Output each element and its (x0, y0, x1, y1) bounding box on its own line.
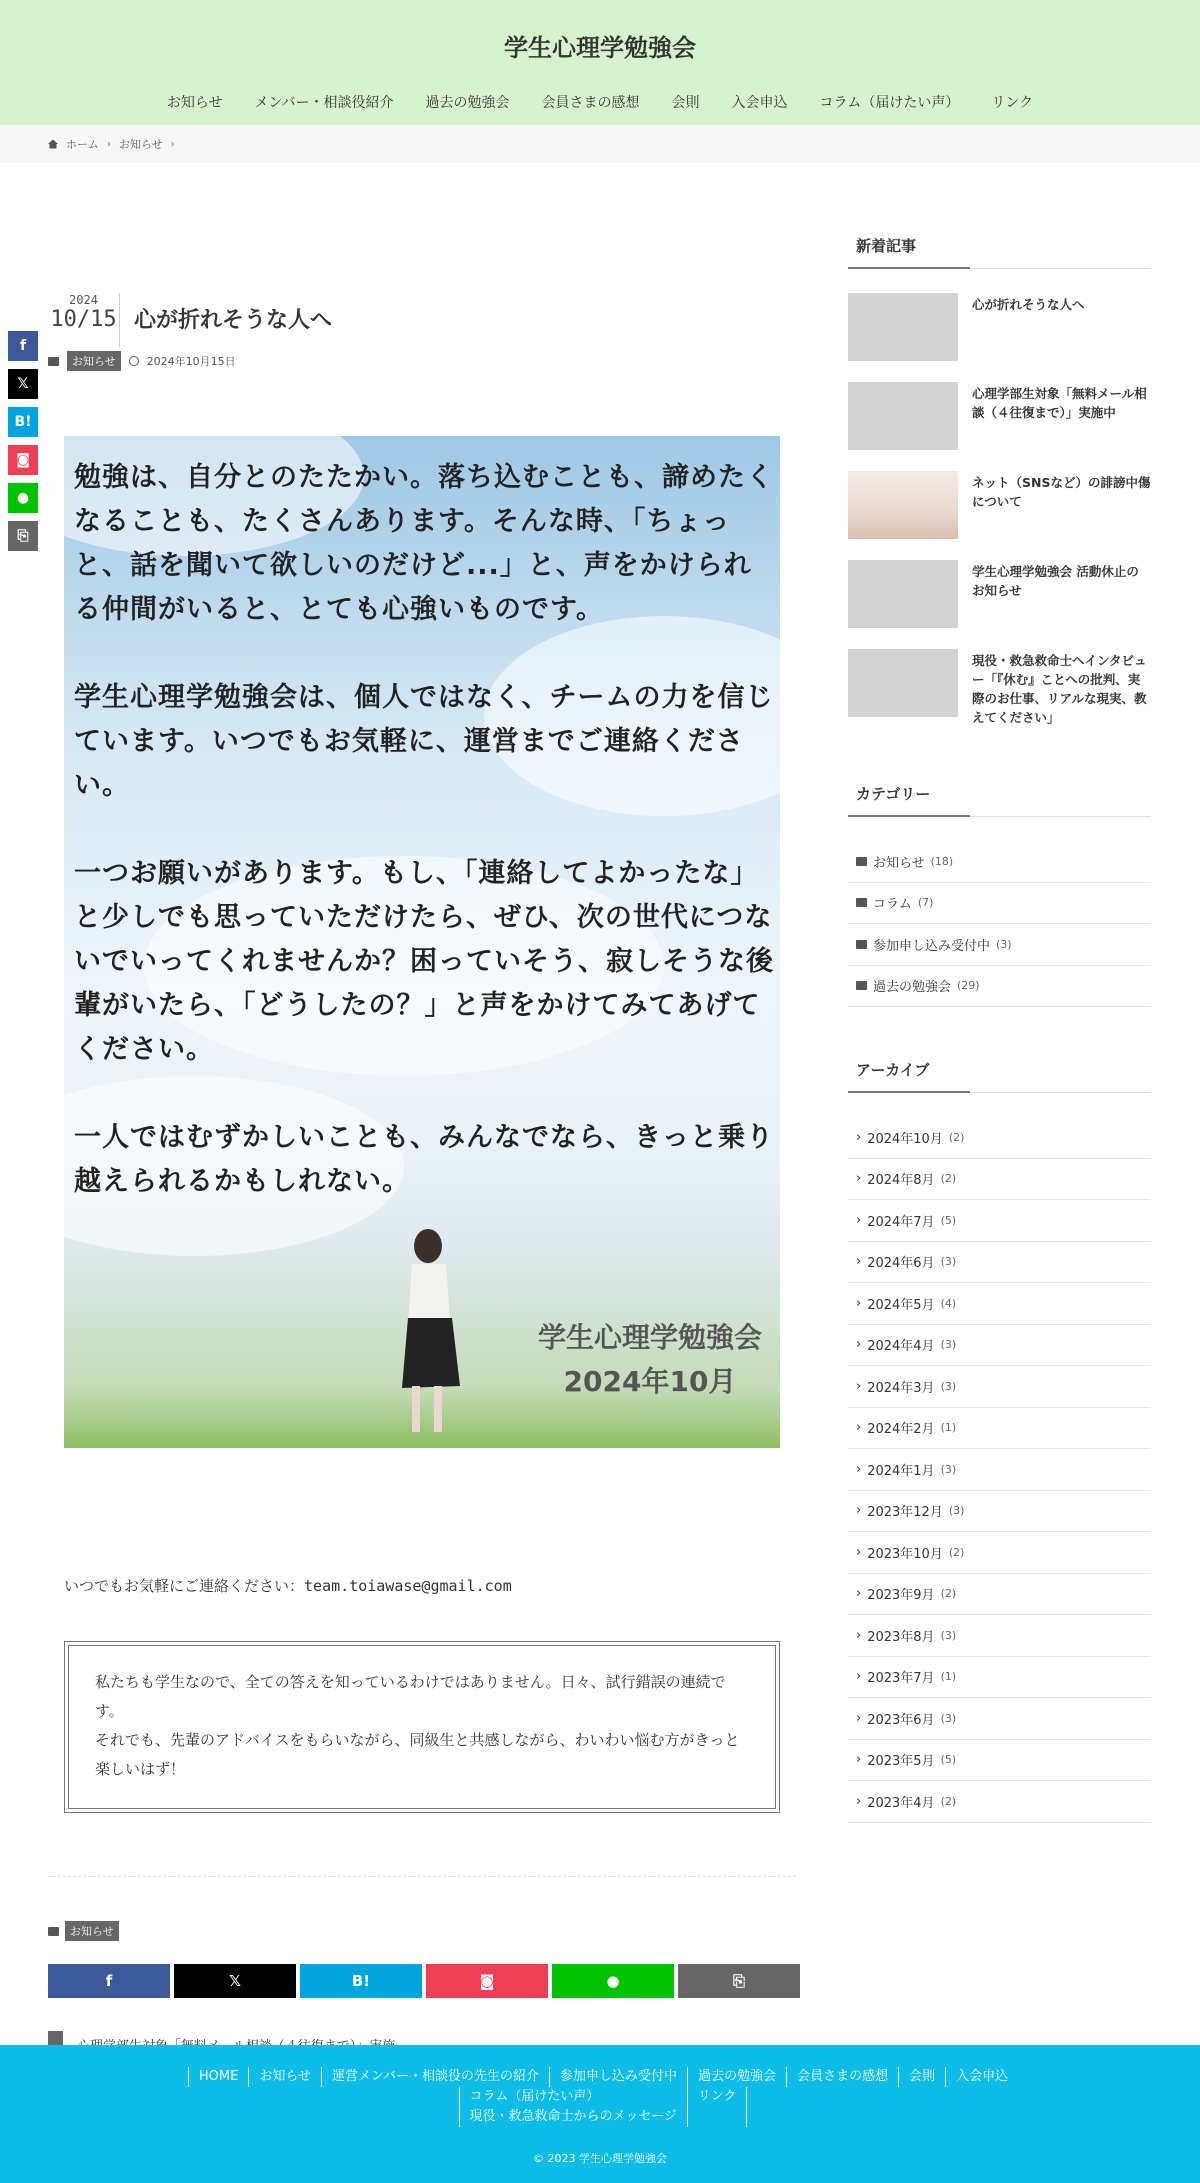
folder-icon (856, 898, 867, 907)
line-share-icon[interactable]: ● (8, 483, 38, 513)
note-line: それでも、先輩のアドバイスをもらいながら、同級生と共感しながら、わいわい悩む方がきっと楽しいはず！ (95, 1731, 740, 1778)
archive-month[interactable]: 2023年9月 (867, 1588, 935, 1604)
post-month-day: 10/15 (50, 307, 117, 332)
folder-icon (856, 940, 867, 949)
archive-month[interactable]: 2023年4月 (867, 1795, 935, 1811)
archive-item[interactable] (848, 1657, 1151, 1699)
folder-icon (856, 981, 867, 990)
archive-month[interactable]: 2023年5月 (867, 1754, 935, 1770)
folder-icon (856, 857, 867, 866)
archive-month[interactable]: 2024年3月 (867, 1380, 935, 1396)
archive-item[interactable] (848, 1366, 1151, 1408)
post-date-box (48, 293, 120, 347)
person-figure (394, 1226, 464, 1436)
archive-month[interactable]: 2023年12月 (867, 1505, 943, 1521)
chevron-right-icon: › (856, 1378, 862, 1394)
nav-item[interactable]: 入会申込 (731, 95, 788, 111)
divider (48, 1876, 796, 1877)
chevron-right-icon: › (856, 1461, 862, 1477)
post-meta (48, 351, 236, 371)
archive-item[interactable] (848, 1200, 1151, 1242)
archive-item[interactable] (848, 1117, 1151, 1159)
category-badge[interactable]: お知らせ (65, 1921, 119, 1941)
footer-nav-item[interactable]: リンク (687, 2087, 748, 2127)
site-header (0, 0, 1200, 125)
chevron-right-icon: › (856, 1337, 862, 1353)
nav-item[interactable]: お知らせ (166, 95, 223, 111)
breadcrumb-home[interactable]: ホーム (66, 138, 99, 151)
footer-nav-item[interactable]: 運営メンバー・相談役の先生の紹介 (321, 2067, 549, 2087)
recent-post-title[interactable]: 学生心理学勉強会 活動休止のお知らせ (972, 564, 1139, 598)
archive-count: (2) (948, 1130, 965, 1144)
image-paragraph: 学生心理学勉強会は、個人ではなく、チームの力を信じています。いつでもお気軽に、運営までご連絡ください。 (74, 682, 774, 801)
archive-month[interactable]: 2024年6月 (867, 1256, 935, 1272)
chevron-right-icon: › (856, 1669, 862, 1685)
chevron-right-icon: › (856, 1503, 862, 1519)
archive-item[interactable] (848, 1159, 1151, 1201)
published-date: 2024年10月15日 (146, 355, 236, 368)
category-name[interactable]: 参加申し込み受付中 (873, 938, 991, 954)
contact-label: いつでもお気軽にご連絡ください： (64, 1577, 305, 1595)
footer-nav-item[interactable]: お知らせ (248, 2067, 321, 2087)
post-year: 2024 (69, 293, 98, 307)
chevron-right-icon: › (107, 138, 111, 150)
nav-item[interactable]: コラム（届けたい声） (819, 95, 960, 111)
archive-month[interactable]: 2023年10月 (867, 1546, 943, 1562)
facebook-share-button[interactable]: f (48, 1964, 170, 1998)
nav-item[interactable]: 会則 (671, 95, 700, 111)
archive-count: (2) (940, 1794, 957, 1808)
archive-count: (3) (940, 1255, 957, 1269)
copyright: © 2023 学生心理学勉強会 (533, 2152, 667, 2165)
side-share-buttons (8, 331, 38, 551)
archive-item[interactable] (848, 1242, 1151, 1284)
chevron-right-icon: › (856, 1710, 862, 1726)
recent-post-title[interactable]: ネット（SNSなど）の誹謗中傷について (972, 475, 1151, 509)
footer-nav-item[interactable]: 過去の勉強会 (687, 2067, 786, 2087)
recent-post-item[interactable] (848, 649, 1151, 749)
recent-post-item[interactable] (848, 560, 1151, 649)
archive-item[interactable] (848, 1698, 1151, 1740)
copy-share-icon[interactable]: ⎘ (8, 521, 38, 551)
image-paragraph: 一つお願いがあります。もし、「連絡してよかったな」と少しでも思っていただけたら、ぜひ、次の世代につないでいってくれませんか？困っていそう、寂しそうな後輩がいたら、「どうしたの？」と声をかけてみてあげてください。 (74, 858, 774, 1065)
contact-line (64, 1575, 512, 1596)
category-name[interactable]: お知らせ (873, 855, 925, 871)
line-share-button[interactable]: ● (552, 1964, 674, 1998)
category-count: (3) (996, 937, 1012, 951)
archive-count: (1) (940, 1670, 957, 1684)
breadcrumb (0, 125, 1200, 163)
chevron-right-icon: › (856, 1627, 862, 1643)
chevron-right-icon: › (856, 1212, 862, 1228)
recent-post-item[interactable] (848, 293, 1151, 382)
archive-widget-title: アーカイブ (848, 1047, 1151, 1093)
recent-post-item[interactable] (848, 382, 1151, 471)
archive-month[interactable]: 2024年10月 (867, 1131, 943, 1147)
archive-item[interactable] (848, 1574, 1151, 1616)
archive-item[interactable] (848, 1781, 1151, 1823)
category-name[interactable]: コラム (873, 897, 912, 913)
category-widget-title: カテゴリー (848, 771, 1151, 817)
archive-count: (3) (940, 1338, 957, 1352)
content-area (0, 163, 1200, 2043)
category-item[interactable] (848, 841, 1151, 883)
nav-item[interactable]: 過去の勉強会 (425, 95, 510, 111)
featured-image (64, 436, 780, 1448)
archive-count: (1) (940, 1421, 957, 1435)
archive-item[interactable] (848, 1449, 1151, 1491)
x-share-icon[interactable]: 𝕏 (8, 369, 38, 399)
archive-item[interactable] (848, 1740, 1151, 1782)
image-sign-name: 学生心理学勉強会 (537, 1321, 762, 1354)
archive-count: (3) (940, 1711, 957, 1725)
x-share-button[interactable]: 𝕏 (174, 1964, 296, 1998)
global-nav (0, 92, 1200, 112)
archive-count: (2) (948, 1545, 965, 1559)
chevron-right-icon: › (856, 1586, 862, 1602)
chevron-right-icon: › (856, 1129, 862, 1145)
contact-email[interactable]: team.toiawase@gmail.com (304, 1577, 512, 1595)
archive-month[interactable]: 2023年7月 (867, 1671, 935, 1687)
chevron-right-icon: › (856, 1420, 862, 1436)
post-title: 心が折れそうな人へ (134, 308, 333, 333)
home-icon (48, 140, 58, 149)
archive-count: (2) (940, 1172, 957, 1186)
chevron-right-icon: › (170, 138, 175, 150)
hatena-share-button[interactable]: B! (300, 1964, 422, 1998)
archive-item[interactable] (848, 1615, 1151, 1657)
sidebar (848, 223, 1151, 1823)
post-thumbnail[interactable] (848, 293, 958, 361)
image-sign-date: 2024年10月 (563, 1365, 737, 1398)
chevron-right-icon: › (856, 1295, 862, 1311)
archive-count: (4) (940, 1296, 957, 1310)
pocket-share-button[interactable]: ◙ (426, 1964, 548, 1998)
site-footer (0, 2045, 1200, 2183)
archive-month[interactable]: 2023年8月 (867, 1629, 935, 1645)
archive-item[interactable] (848, 1283, 1151, 1325)
hatena-share-icon[interactable]: B! (8, 407, 38, 437)
copy-share-button[interactable]: ⎘ (678, 1964, 800, 1998)
chevron-right-icon: › (856, 1544, 862, 1560)
archive-count: (5) (940, 1753, 957, 1767)
archive-item[interactable] (848, 1325, 1151, 1367)
image-paragraph: 一人ではむずかしいことも、みんなでなら、きっと乗り越えられるかもしれない。 (74, 1122, 774, 1197)
category-count: (7) (917, 896, 934, 910)
image-paragraph: 勉強は、自分とのたたかい。落ち込むことも、諦めたくなることも、たくさんあります。そんな時、「ちょっと、話を聞いて欲しいのだけど...」と、声をかけられる仲間がいると、とても心強いものです。 (74, 462, 774, 625)
chevron-right-icon: › (856, 1171, 862, 1187)
post-thumbnail[interactable] (848, 560, 958, 628)
category-badge[interactable]: お知らせ (67, 351, 121, 371)
image-message (74, 456, 774, 1248)
clock-icon (129, 356, 139, 366)
pocket-share-icon[interactable]: ◙ (8, 445, 38, 475)
note-box (64, 1641, 780, 1813)
nav-item[interactable]: メンバー・相談役紹介 (254, 95, 394, 111)
archive-count: (5) (940, 1213, 957, 1227)
archive-count: (3) (948, 1504, 965, 1518)
note-line: 私たちも学生なので、全ての答えを知っているわけではありません。日々、試行錯誤の連続です。 (95, 1673, 726, 1720)
footer-nav-item[interactable]: 参加申し込み受付中 (549, 2067, 687, 2087)
footer-nav-item[interactable]: コラム（届けたい声） 現役・救急救命士からのメッセージ (459, 2087, 687, 2127)
footer-nav-item[interactable]: HOME (188, 2067, 248, 2087)
folder-icon (48, 357, 59, 366)
category-item[interactable] (848, 966, 1151, 1008)
archive-month[interactable]: 2023年6月 (867, 1712, 935, 1728)
archive-month[interactable]: 2024年7月 (867, 1214, 935, 1230)
archive-item[interactable] (848, 1491, 1151, 1533)
chevron-right-icon: › (856, 1254, 862, 1270)
recent-posts-title: 新着記事 (848, 223, 1151, 269)
footer-nav (78, 2067, 1128, 2127)
archive-month[interactable]: 2024年8月 (867, 1173, 935, 1189)
recent-post-title[interactable]: 現役・救急救命士へインタビュー「『休む』ことへの批判、実際のお仕事、リアルな現実、教えてください」 (972, 653, 1147, 725)
category-item[interactable] (848, 924, 1151, 966)
archive-month[interactable]: 2024年1月 (867, 1463, 935, 1479)
archive-count: (3) (940, 1379, 957, 1393)
archive-month[interactable]: 2024年2月 (867, 1422, 935, 1438)
image-signature (538, 1316, 762, 1404)
facebook-share-icon[interactable]: f (8, 331, 38, 361)
chevron-right-icon: › (856, 1793, 862, 1809)
footer-nav-item[interactable]: 会員さまの感想 (786, 2067, 898, 2087)
footer-nav-item[interactable]: 入会申込 (945, 2067, 1018, 2087)
recent-post-title[interactable]: 心が折れそうな人へ (972, 297, 1085, 312)
post-thumbnail[interactable] (848, 382, 958, 450)
category-list (848, 841, 1151, 1007)
post-thumbnail[interactable] (848, 471, 958, 539)
category-count: (18) (930, 854, 954, 868)
archive-item[interactable] (848, 1532, 1151, 1574)
nav-item[interactable]: 会員さまの感想 (541, 95, 640, 111)
post-footer-meta (48, 1921, 119, 1941)
recent-post-item[interactable] (848, 471, 1151, 560)
category-item[interactable] (848, 883, 1151, 925)
archive-month[interactable]: 2024年5月 (867, 1297, 935, 1313)
chevron-right-icon: › (856, 1752, 862, 1768)
category-count: (29) (957, 979, 980, 993)
archive-item[interactable] (848, 1408, 1151, 1450)
recent-posts-list (848, 293, 1151, 749)
archive-month[interactable]: 2024年4月 (867, 1339, 935, 1355)
archive-count: (3) (940, 1462, 957, 1476)
footer-nav-item[interactable]: 会則 (898, 2067, 945, 2087)
nav-item[interactable]: リンク (991, 95, 1034, 111)
archive-count: (2) (940, 1587, 957, 1601)
folder-icon (48, 1927, 59, 1936)
recent-post-title[interactable]: 心理学部生対象「無料メール相談（４往復まで）」実施中 (972, 386, 1147, 420)
category-name[interactable]: 過去の勉強会 (873, 980, 952, 996)
archive-list (848, 1117, 1151, 1823)
post-thumbnail[interactable] (848, 649, 958, 717)
site-title[interactable]: 学生心理学勉強会 (504, 34, 696, 62)
breadcrumb-current[interactable]: お知らせ (119, 138, 163, 151)
bottom-share-buttons (48, 1964, 800, 1998)
archive-count: (3) (940, 1628, 957, 1642)
